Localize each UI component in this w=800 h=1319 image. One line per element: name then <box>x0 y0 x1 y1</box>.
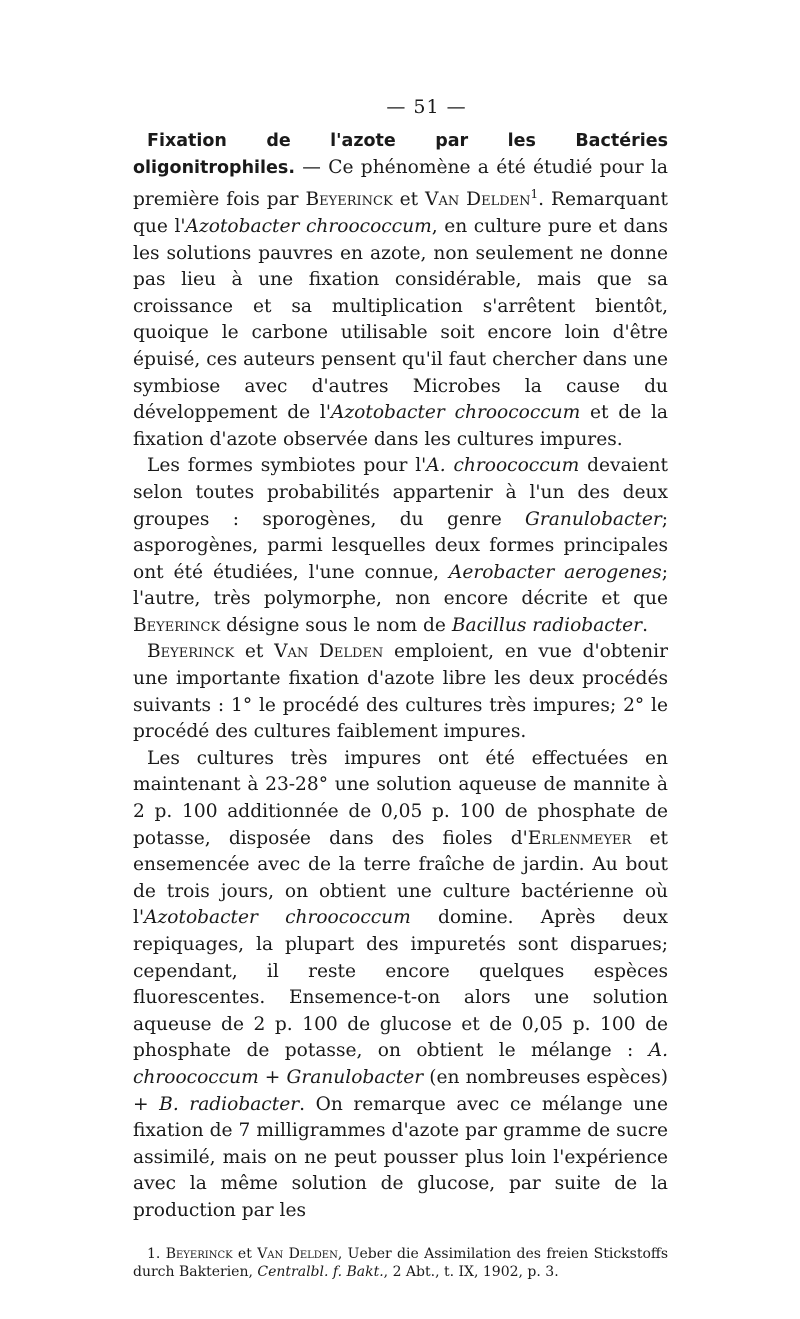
person-name: Erlenmeyer <box>527 827 632 849</box>
author-name: Van Delden <box>257 1245 338 1262</box>
species-name: Azotobacter chroococcum <box>185 215 432 237</box>
species-name: A. chroococcum <box>133 1040 668 1088</box>
species-name: Azotobacter chroococcum <box>144 907 411 929</box>
heading-dash: — <box>294 156 329 178</box>
page-number: — 51 — <box>386 96 467 118</box>
genus-name: Granulobacter <box>286 1066 424 1088</box>
author-name: Van Delden <box>425 189 531 211</box>
footnote-ref: 1 <box>530 187 539 202</box>
paragraph-4: Les cultures très impures ont été effectuées en maintenant à 23-28° une solution aqueuse de mannite à 2 p. 100 additionnée de 0,05 p. 100 de phosphate de potasse, disposée dans des fioles d'Erlenmeyer et ensemencée avec de la terre fraîche de jardin. Au bout de trois jours, on obtient une culture bactérienne où l'Azotobacter chroococcum domine. Après deux repiquages, la plupart des impuretés sont disparues; cependant, il reste encore quelques espèces fluorescentes. Ensemence-t-on alors une solution aqueuse de 2 p. 100 de glucose et de 0,05 p. 100 de phosphate de potasse, on obtient le mélange : A. chroococcum + Granulobacter (en nombreuses espèces) + B. radiobacter. On remarque avec ce mélange une fixation de 7 milligrammes d'azote par gramme de sucre assimilé, mais on ne peut pousser plus loin l'expérience avec la même solution de glucose, par suite de la production par les <box>133 747 668 1221</box>
paragraph-3: Beyerinck et Van Delden emploient, en vue d'obtenir une importante fixation d'azote libre les deux procédés suivants : 1° le procédé des cultures très impures; 2° le procédé des cultures faiblement impures. <box>133 641 668 743</box>
species-name: Azotobacter chroococcum <box>330 402 581 424</box>
section-heading: Fixation de l'azote par les Bactéries oligonitrophiles. <box>133 131 668 178</box>
author-name: Beyerinck <box>305 189 393 211</box>
author-name: Van Delden <box>274 641 384 663</box>
paragraph-2: Les formes symbiotes pour l'A. chroococcum devaient selon toutes probabilités appartenir à l'un des deux groupes : sporogènes, du genre Granulobacter; asporogènes, parmi lesquelles deux formes principales ont été étudiées, l'une connue, Aerobacter aerogenes; l'autre, très polymorphe, non encore décrite et que Beyerinck désigne sous le nom de Bacillus radiobacter. <box>133 455 668 636</box>
author-name: Beyerinck <box>147 641 235 663</box>
paragraph-1: Fixation de l'azote par les Bactéries oligonitrophiles. — Ce phénomène a été étudié pour la première fois par Beyerinck et Van Delden$^1$. Remarquant que l'Azotobacter chroococcum, en culture pure et dans les solutions pauvres en azote, non seulement ne donne pas lieu à une fixation considérable, mais que sa croissance et sa multiplication s'arrêtent bientôt, quoique le carbone utilisable soit encore loin d'être épuisé, ces auteurs pensent qu'il faut chercher dans une symbiose avec d'autres Microbes la cause du développement de l'Azotobacter chroococcum et de la fixation d'azote observée dans les cultures impures. <box>133 131 669 450</box>
page <box>133 96 668 1281</box>
journal-title: Centralbl. f. Bakt. <box>257 1263 384 1280</box>
genus-name: Granulobacter <box>525 508 662 530</box>
author-name: Beyerinck <box>165 1245 233 1262</box>
species-name: A. chroococcum <box>426 455 580 477</box>
footnote: 1. Beyerinck et Van Delden, Ueber die Assimilation des freien Stickstoffs durch Bakterien, Centralbl. f. Bakt., 2 Abt., t. IX, 1902, p. 3. <box>133 1245 669 1280</box>
species-name: B. radiobacter <box>159 1093 300 1115</box>
species-name: Aerobacter aerogenes <box>448 561 662 583</box>
species-name: Bacillus radiobacter <box>451 614 643 636</box>
author-name: Beyerinck <box>133 614 221 636</box>
